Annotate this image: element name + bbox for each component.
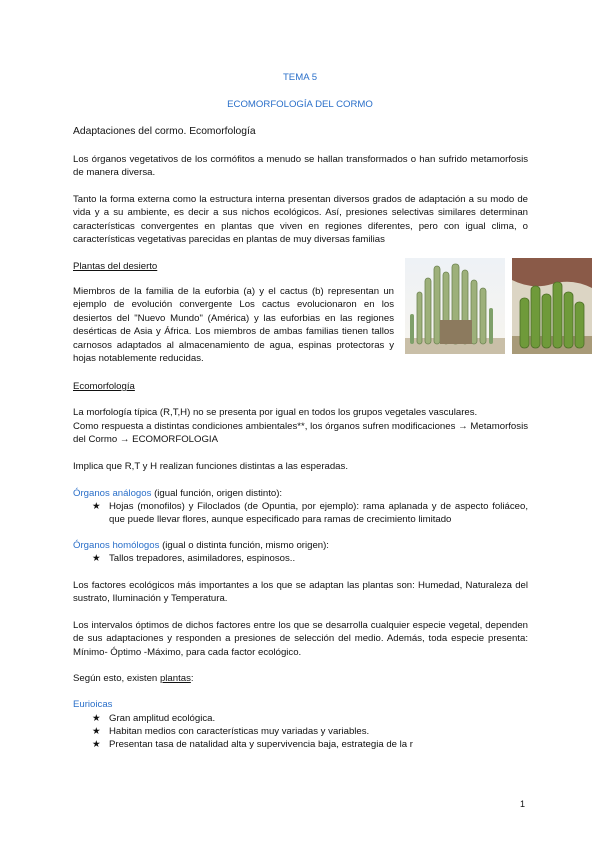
factores-paragraph: Los factores ecológicos más importantes a los que se adaptan las plantas son: Humedad, Naturaleza del sustrato, Iluminación y Temperatura. [73,580,528,605]
homologos-desc: (igual o distinta función, mismo origen): [159,540,329,551]
analogos-label: Órganos análogos [73,488,152,499]
homologos-heading [73,539,528,552]
ecomorfologia-line1: La morfología típica (R,T,H) no se presenta por igual en todos los grupos vegetales vasculares. [73,407,478,418]
star-bullet-icon: ★ [92,501,101,512]
eurioicas-item: Presentan tasa de natalidad alta y supervivencia baja, estrategia de la r [109,739,413,750]
homologos-item: Tallos trepadores, asimiladores, espinosos.. [109,553,296,564]
eurioicas-item: Gran amplitud ecológica. [109,713,216,724]
list-item [92,738,528,751]
tema-label: TEMA 5 [282,72,318,83]
euphorbia-photo [405,258,505,354]
eurioicas-heading: Eurioicas [73,699,113,710]
ecomorfologia-heading: Ecomorfología [73,381,135,392]
desierto-paragraph: Miembros de la familia de la euforbia (a) y el cactus (b) representan un ejemplo de evolución convergente Los cactus evolucionaron en los desiertos del "Nuevo Mundo" (América) y las euforbias en las regiones desérticas de Asia y África. Los miembros de ambas familias tienen tallos carnosos adaptados al almacenamiento de agua, espinas protectoras y hojas notablemente reducidas. [73,286,394,365]
segun-prefix: Según esto, existen [73,673,160,684]
implica-paragraph: Implica que R,T y H realizan funciones distintas a las esperadas. [73,461,348,472]
list-item [92,725,528,738]
desierto-heading: Plantas del desierto [73,261,158,272]
forma-paragraph: Tanto la forma externa como la estructura interna presentan diversos grados de adaptación a su modo de vida y a su ambiente, es decir a sus nichos ecológicos. Así, presiones selectivas similares determinan características convergentes en plantas que viven en regiones diferentes, pero con igual clima, o características vegetativas parecidas en plantas de muy diversas familias [73,194,528,246]
eurioicas-item: Habitan medios con características muy variadas y variables. [109,726,370,737]
star-bullet-icon: ★ [92,739,101,750]
analogos-item: Hojas (monofilos) y Filoclados (de Opuntia, por ejemplo): rama aplanada y de aspecto foliáceo, que puede llevar flores, aunque especificado para ramas de crecimiento limitado [109,501,528,526]
analogos-desc: (igual función, origen distinto): [151,488,283,499]
plantas-link: plantas [159,673,191,684]
intervalos-paragraph: Los intervalos óptimos de dichos factores entre los que se desarrolla cualquier especie vegetal, dependen de sus adaptaciones y responden a presiones de selección del medio. Además, toda especie presenta: Mínimo- Óptimo -Máximo, para cada factor ecológico. [73,620,528,658]
list-item [92,500,528,527]
analogos-heading [73,487,528,500]
cactus-photo [512,258,592,354]
list-item [92,712,528,725]
star-bullet-icon: ★ [92,726,101,737]
segun-line [73,672,528,685]
page-number: 1 [520,799,526,809]
page-title: ECOMORFOLOGÍA DEL CORMO [227,99,373,110]
star-bullet-icon: ★ [92,553,101,564]
list-item [92,552,528,565]
star-bullet-icon: ★ [92,713,101,724]
ecomorfologia-line2: Como respuesta a distintas condiciones ambientales**, los órganos sufren modificaciones → Metamorfosis del Cormo → ECOMORFOLOGIA [73,421,528,446]
intro-paragraph: Los órganos vegetativos de los cormófitos a menudo se hallan transformados o han sufrido metamorfosis de manera diversa. [73,154,528,179]
segun-suffix: : [190,673,194,684]
homologos-label: Órganos homólogos [73,540,160,551]
section-heading: Adaptaciones del cormo. Ecomorfología [73,126,256,137]
